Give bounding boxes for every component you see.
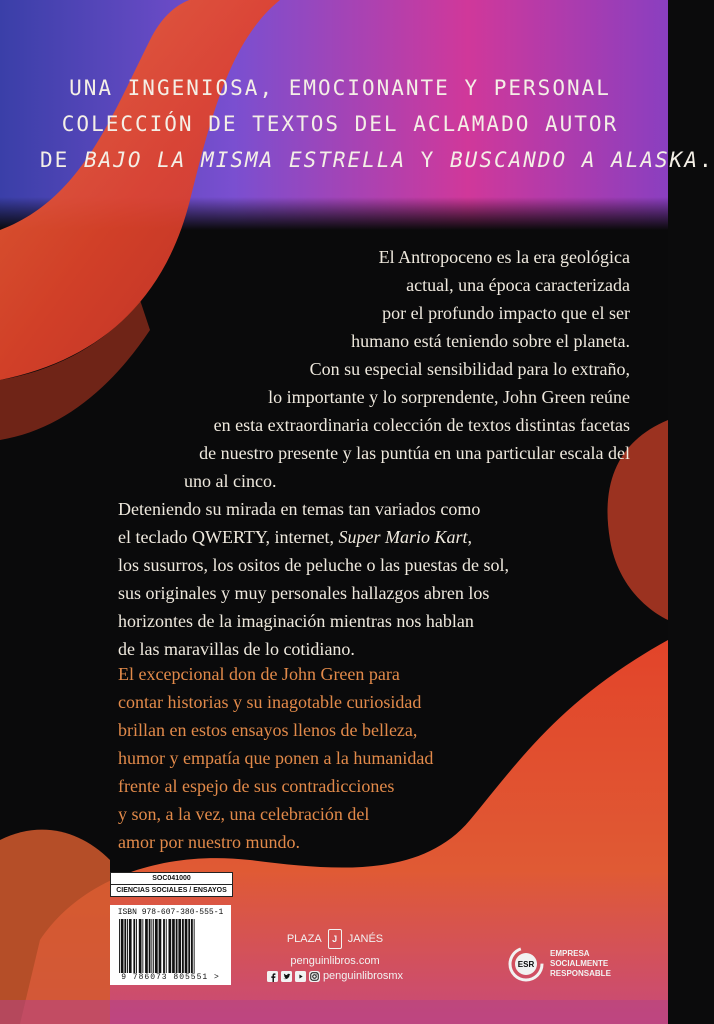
barcode-bar — [151, 919, 152, 973]
barcode-bar — [124, 919, 126, 973]
esr-logo-icon — [508, 946, 544, 982]
barcode-bar — [121, 919, 124, 973]
esr-badge — [508, 944, 658, 984]
facebook-icon[interactable] — [267, 971, 278, 982]
barcode-bar — [133, 919, 135, 973]
social-links — [250, 970, 420, 982]
barcode-bar — [153, 919, 154, 973]
title-buscando-a-alaska: BUSCANDO A ALASKA — [450, 148, 699, 172]
barcode-bar — [149, 919, 151, 973]
publisher-logo — [250, 928, 420, 950]
instagram-icon[interactable] — [309, 971, 320, 982]
social-handle[interactable]: penguinlibrosmx — [322, 970, 404, 982]
barcode-bar — [159, 919, 162, 973]
esr-text: EMPRESA SOCIALMENTE RESPONSABLE — [550, 949, 611, 978]
barcode-bar — [127, 919, 128, 973]
bisac-category-box — [110, 872, 233, 897]
isbn-barcode — [110, 905, 231, 985]
barcode-bar — [163, 919, 165, 973]
youtube-icon[interactable] — [295, 971, 306, 982]
barcode-bar — [142, 919, 143, 973]
barcode-bar — [176, 919, 178, 973]
tagline-line-3: DE BAJO LA MISMA ESTRELLA Y BUSCANDO A ALASKA. — [40, 148, 714, 172]
synopsis-paragraph-1: El Antropoceno es la era geológica actual, una época caracterizada por el profundo impacto que el ser humano está teniendo sobre el planeta. Con su especial sensibilidad para lo extraño, lo importante y lo sorprendente, John Green reúne en esta extraordinaria colección de textos distintas facetas de nuestro presente y las puntúa en una particular escala del uno al cinco. — [184, 247, 630, 491]
barcode-bar — [145, 919, 148, 973]
barcode-bar — [155, 919, 158, 973]
barcode-bar — [169, 919, 172, 973]
tagline — [40, 70, 714, 178]
tagline-line-2: COLECCIÓN DE TEXTOS DEL ACLAMADO AUTOR — [61, 112, 619, 136]
barcode-bar — [182, 919, 184, 973]
publisher-name-right: JANÉS — [347, 933, 384, 945]
publisher-website[interactable]: penguinlibros.com — [290, 955, 380, 967]
twitter-icon[interactable] — [281, 971, 292, 982]
barcode-bar — [188, 919, 190, 973]
barcode-bar — [191, 919, 193, 973]
barcode-bar — [178, 919, 181, 973]
synopsis-paragraph-3: El excepcional don de John Green para contar historias y su inagotable curiosidad brillan en estos ensayos llenos de belleza, humor y empatía que ponen a la humanidad frente al espejo de sus contradicciones y son, a la vez, una celebración del amor por nuestro mundo. — [118, 664, 434, 852]
barcode-bar — [166, 919, 167, 973]
bottom-left-wave — [0, 830, 110, 1024]
synopsis-paragraph-2: Deteniendo su mirada en temas tan variados como el teclado QWERTY, internet, Super Mario Kart, los susurros, los ositos de peluche o las puestas de sol, sus originales y muy personales hallazgos abren los horizontes de la imaginación mientras nos hablan de las maravillas de lo cotidiano. — [118, 499, 509, 659]
bisac-category: CIENCIAS SOCIALES / ENSAYOS — [111, 885, 232, 896]
title-bajo-la-misma-estrella: BAJO LA MISMA ESTRELLA — [83, 148, 407, 172]
publisher-mark-icon: J — [328, 929, 342, 949]
barcode-digits: 9 786073 805551 > — [121, 973, 220, 982]
svg-text:ESR: ESR — [517, 960, 535, 969]
barcode-bar — [119, 919, 120, 973]
isbn-label: ISBN 978-607-380-555-1 — [117, 908, 224, 917]
barcode-bar — [185, 919, 188, 973]
barcode-bar — [172, 919, 175, 973]
tagline-line-1: UNA INGENIOSA, EMOCIONANTE Y PERSONAL — [69, 76, 611, 100]
super-mario-kart-title: Super Mario Kart — [338, 527, 468, 547]
barcode-bar — [139, 919, 142, 973]
bisac-code: SOC041000 — [111, 873, 232, 885]
barcode-bar — [194, 919, 195, 973]
publisher-name-left: PLAZA — [286, 933, 322, 945]
barcode-bar — [129, 919, 132, 973]
barcode-bar — [136, 919, 137, 973]
barcode-bars — [118, 919, 226, 973]
